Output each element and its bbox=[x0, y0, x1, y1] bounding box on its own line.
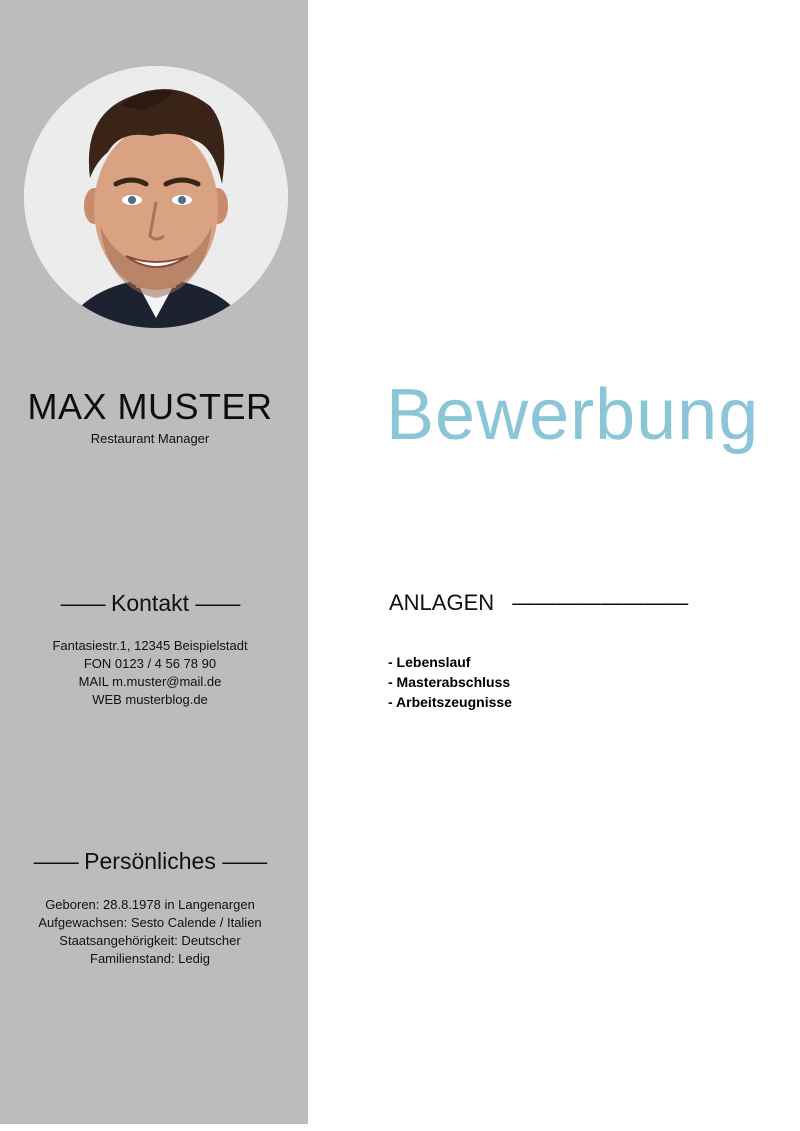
birth-info: Geboren: 28.8.1978 in Langenargen bbox=[45, 897, 255, 912]
kontakt-address: Fantasiestr.1, 12345 Beispielstadt bbox=[52, 638, 248, 653]
anlagen-heading-label: ANLAGEN bbox=[389, 590, 495, 615]
applicant-job-title: Restaurant Manager bbox=[90, 431, 210, 446]
kontakt-heading-label: Kontakt bbox=[111, 590, 189, 616]
anlagen-heading bbox=[389, 590, 688, 616]
kontakt-heading bbox=[0, 590, 300, 617]
persoenliches-heading bbox=[0, 848, 300, 875]
profile-photo bbox=[24, 66, 288, 328]
anlagen-list bbox=[388, 652, 512, 712]
anlagen-heading-rule: ———————— bbox=[512, 590, 689, 615]
persoenliches-details bbox=[0, 896, 300, 968]
marital-status-info: Familienstand: Ledig bbox=[90, 951, 210, 966]
upbringing-info: Aufgewachsen: Sesto Calende / Italien bbox=[38, 915, 262, 930]
kontakt-website: WEB musterblog.de bbox=[92, 692, 208, 707]
nationality-info: Staatsangehörigkeit: Deutscher bbox=[59, 933, 241, 948]
persoenliches-heading-label: Persönliches bbox=[84, 848, 216, 874]
kontakt-details bbox=[0, 637, 300, 709]
sidebar bbox=[0, 0, 308, 1124]
document-headline: Bewerbung bbox=[386, 375, 760, 455]
applicant-name: MAX MUSTER bbox=[27, 386, 273, 427]
anlagen-item: - Masterabschluss bbox=[388, 674, 511, 690]
portrait-illustration bbox=[24, 66, 288, 328]
kontakt-email: MAIL m.muster@mail.de bbox=[78, 674, 222, 689]
kontakt-phone: FON 0123 / 4 56 78 90 bbox=[83, 656, 217, 671]
anlagen-item: - Arbeitszeugnisse bbox=[388, 694, 512, 710]
heading-dash-right: —— bbox=[222, 848, 267, 874]
heading-dash-right: —— bbox=[195, 590, 240, 616]
heading-dash-left: —— bbox=[33, 848, 78, 874]
anlagen-item: - Lebenslauf bbox=[388, 654, 471, 670]
heading-dash-left: —— bbox=[60, 590, 105, 616]
